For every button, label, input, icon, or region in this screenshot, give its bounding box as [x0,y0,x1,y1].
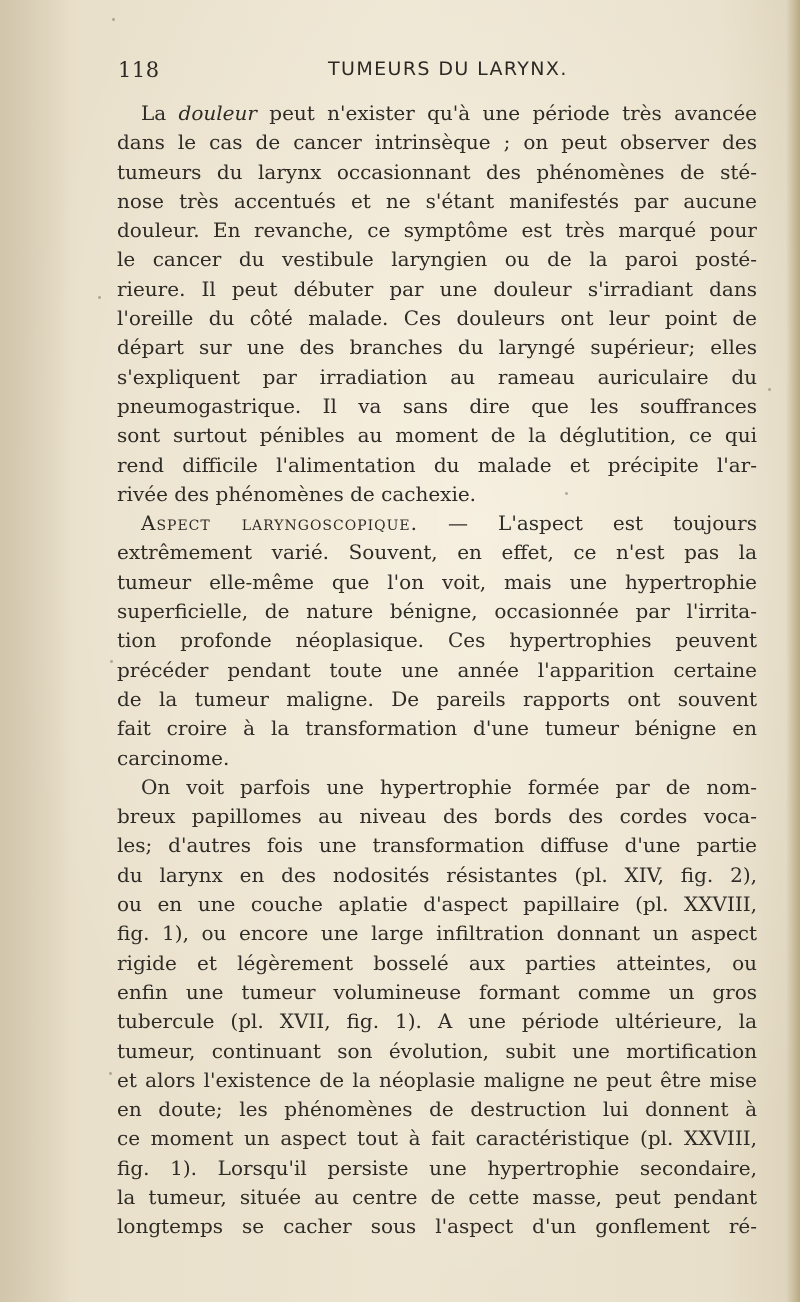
text-line: s'expliquent par irradiation au rameau auriculaire du [117,364,757,389]
text-line: précéder pendant toute une année l'apparition certaine [117,657,757,682]
text-line: de la tumeur maligne. De pareils rapports ont souvent [117,686,757,711]
text-line: et alors l'existence de la néoplasie maligne ne peut être mise [117,1067,757,1092]
text-line: nose très accentués et ne s'étant manifestés par aucune [117,188,757,213]
paper-speck [112,18,115,21]
text-line: rieure. Il peut débuter par une douleur s'irradiant dans [117,276,757,301]
paragraph-2-line-1 [117,509,757,538]
text-line: breux papillomes au niveau des bords des cordes voca- [117,804,757,829]
text-line: la tumeur, située au centre de cette masse, peut pendant [117,1184,757,1209]
text-line: tubercule (pl. XVII, fig. 1). A une période ultérieure, la [117,1009,757,1034]
text-line: tumeur elle-même que l'on voit, mais une hypertrophie [117,569,757,594]
text-line: rend difficile l'alimentation du malade et précipite l'ar- [117,452,757,477]
paragraph-2-line-1-rest: — L'aspect est toujours [418,511,757,536]
paper-speck [110,660,113,663]
text-line: en doute; les phénomènes de destruction lui donnent à [117,1097,757,1122]
text-line: longtemps se cacher sous l'aspect d'un gonflement ré- [117,1214,757,1239]
text-line: tion profonde néoplasique. Ces hypertrophies peuvent [117,628,757,653]
text-line: fig. 1). Lorsqu'il persiste une hypertrophie secondaire, [117,1155,757,1180]
text-line: dans le cas de cancer intrinsèque ; on peut observer des [117,130,757,155]
text-line: rivée des phénomènes de cachexie. [117,481,477,506]
running-title: TUMEURS DU LARYNX. [328,58,568,80]
text-line: tumeurs du larynx occasionnant des phénomènes de sté- [117,159,757,184]
text-line: carcinome. [117,745,230,770]
text-line: rigide et légèrement bosselé aux parties atteintes, ou [117,950,757,975]
text-line: départ sur une des branches du laryngé supérieur; elles [117,335,757,360]
text-line: sont surtout pénibles au moment de la déglutition, ce qui [117,423,757,448]
paper-speck [109,1072,112,1075]
page-shadow-left [0,0,70,1302]
page-number: 118 [118,58,160,82]
body-text [117,99,757,1242]
paper-speck [768,388,771,391]
paper-speck [565,492,568,495]
paragraph-1-line-1 [117,99,757,128]
text-line: du larynx en des nodosités résistantes (pl. XIV, fig. 2), [117,862,757,887]
page-edge-right [786,0,800,1302]
italic-term-douleur: douleur [178,101,257,125]
text-line: le cancer du vestibule laryngien ou de la paroi posté- [117,247,757,272]
text-line: pneumogastrique. Il va sans dire que les souffrances [117,393,757,418]
text-line: superficielle, de nature bénigne, occasionnée par l'irrita- [117,599,757,624]
paper-speck [98,296,101,299]
text-line: enfin une tumeur volumineuse formant comme un gros [117,979,757,1004]
text-line: extrêmement varié. Souvent, en effet, ce n'est pas la [117,540,757,565]
text-line: tumeur, continuant son évolution, subit une mortification [117,1038,757,1063]
text-line: les; d'autres fois une transformation diffuse d'une partie [117,833,757,858]
paragraph-3-line-1: On voit parfois une hypertrophie formée par de nom- [141,774,757,799]
section-heading: Aspect laryngoscopique. [141,511,419,536]
text-line: douleur. En revanche, ce symptôme est très marqué pour [117,218,757,243]
text-line: fait croire à la transformation d'une tumeur bénigne en [117,716,757,741]
paragraph-1-line-1-rest: peut n'exister qu'à une période très avancée [256,101,757,125]
text-line: l'oreille du côté malade. Ces douleurs ont leur point de [117,306,757,331]
text-line: ou en une couche aplatie d'aspect papillaire (pl. XXVIII, [117,892,757,917]
page-header [118,58,773,88]
text-line: ce moment un aspect tout à fait caractéristique (pl. XXVIII, [117,1126,757,1151]
text-line: fig. 1), ou encore une large infiltration donnant un aspect [117,921,757,946]
paragraph-1-start: La [141,101,179,125]
